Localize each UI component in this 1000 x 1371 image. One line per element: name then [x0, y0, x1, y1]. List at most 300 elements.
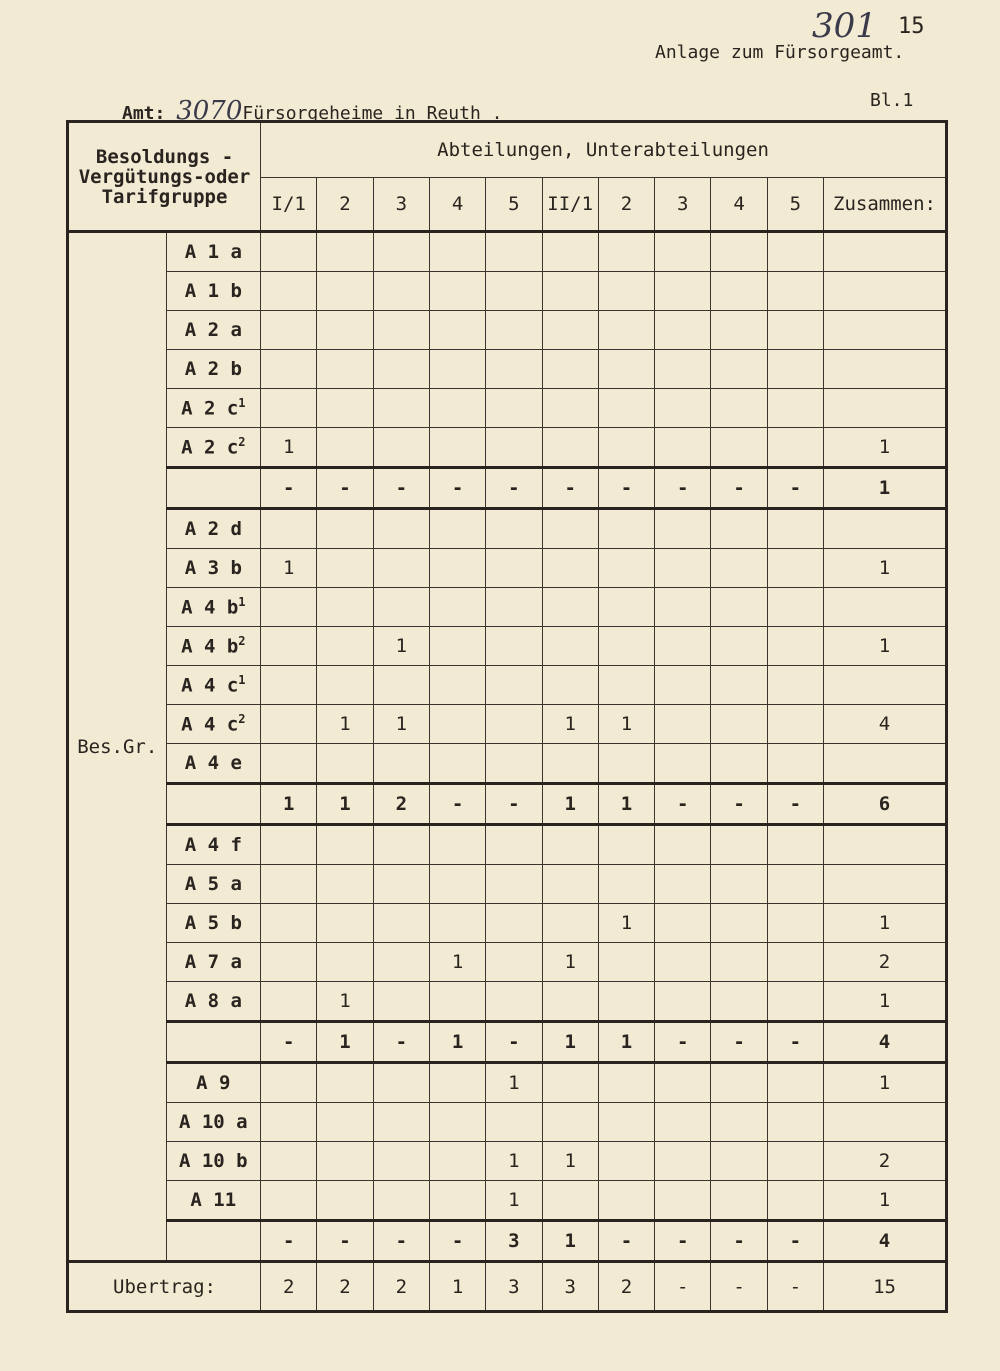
- value-cell: [486, 588, 542, 627]
- value-cell: [429, 1103, 485, 1142]
- subtotal-row: [68, 784, 947, 825]
- group-cell: [166, 549, 261, 588]
- value-cell: [542, 744, 598, 784]
- value-cell: [261, 509, 317, 549]
- value-cell: [542, 825, 598, 865]
- value-cell: [542, 350, 598, 389]
- uebertrag-cell: -: [711, 1262, 767, 1312]
- value-cell: [598, 744, 654, 784]
- value-cell: [261, 350, 317, 389]
- group-label: A 3 b: [184, 557, 242, 579]
- group-cell: [166, 509, 261, 549]
- value-cell: [429, 627, 485, 666]
- value-cell: -: [598, 1221, 654, 1262]
- value-cell: [711, 1142, 767, 1181]
- value-cell: 1: [317, 784, 373, 825]
- value-cell: 1: [317, 982, 373, 1022]
- value-cell: [486, 272, 542, 311]
- group-label: A 8 a: [184, 990, 242, 1012]
- value-cell: [486, 627, 542, 666]
- value-cell: -: [373, 1022, 429, 1063]
- amt-name: Fürsorgeheime in Reuth .: [242, 103, 503, 124]
- value-cell: [655, 744, 711, 784]
- value-cell: [711, 627, 767, 666]
- value-cell: -: [767, 468, 823, 509]
- value-cell: [317, 1142, 373, 1181]
- value-cell: 1: [261, 549, 317, 588]
- table-row: [68, 588, 947, 627]
- value-cell: [373, 943, 429, 982]
- value-cell: [542, 389, 598, 428]
- table-row: [68, 389, 947, 428]
- value-cell: -: [486, 1022, 542, 1063]
- row-total: [824, 588, 947, 627]
- value-cell: [317, 232, 373, 272]
- uebertrag-cell: 2: [317, 1262, 373, 1312]
- row-total: 4: [824, 1022, 947, 1063]
- value-cell: [261, 272, 317, 311]
- row-total: 1: [824, 904, 947, 943]
- value-cell: [711, 666, 767, 705]
- value-cell: [373, 1181, 429, 1221]
- value-cell: [373, 272, 429, 311]
- value-cell: [598, 272, 654, 311]
- group-label: A 4 c: [181, 713, 239, 736]
- value-cell: [486, 549, 542, 588]
- group-label: A 5 b: [184, 912, 242, 934]
- uebertrag-total: 15: [824, 1262, 947, 1312]
- value-cell: [655, 627, 711, 666]
- value-cell: [317, 627, 373, 666]
- value-cell: [261, 982, 317, 1022]
- value-cell: [767, 1142, 823, 1181]
- value-cell: -: [486, 468, 542, 509]
- value-cell: -: [655, 468, 711, 509]
- value-cell: [542, 272, 598, 311]
- value-cell: [542, 982, 598, 1022]
- row-total: 1: [824, 549, 947, 588]
- value-cell: -: [711, 1221, 767, 1262]
- value-cell: [261, 904, 317, 943]
- column-header-6: II/1: [542, 178, 598, 232]
- value-cell: [261, 627, 317, 666]
- value-cell: [486, 943, 542, 982]
- group-cell: [166, 784, 261, 825]
- row-total: 1: [824, 1063, 947, 1103]
- group-cell: [166, 1221, 261, 1262]
- value-cell: [261, 705, 317, 744]
- value-cell: [373, 825, 429, 865]
- value-cell: [261, 232, 317, 272]
- value-cell: 1: [542, 784, 598, 825]
- value-cell: [711, 744, 767, 784]
- value-cell: [486, 705, 542, 744]
- value-cell: [261, 744, 317, 784]
- value-cell: [655, 1181, 711, 1221]
- value-cell: [598, 549, 654, 588]
- value-cell: [655, 311, 711, 350]
- value-cell: [542, 904, 598, 943]
- value-cell: [317, 272, 373, 311]
- group-cell: [166, 982, 261, 1022]
- group-cell: [166, 311, 261, 350]
- value-cell: [542, 549, 598, 588]
- subtotal-row: [68, 1221, 947, 1262]
- row-total: [824, 389, 947, 428]
- handwritten-page-number: 301: [812, 6, 877, 46]
- column-header-4: 4: [429, 178, 485, 232]
- page-number: 15: [898, 14, 925, 39]
- column-header-7: 2: [598, 178, 654, 232]
- row-total: [824, 509, 947, 549]
- value-cell: [598, 865, 654, 904]
- value-cell: [598, 509, 654, 549]
- value-cell: [598, 825, 654, 865]
- row-total: [824, 232, 947, 272]
- corner-label: Besoldungs - Vergütungs-oder Tarifgruppe: [68, 122, 261, 232]
- value-cell: [429, 1181, 485, 1221]
- value-cell: [711, 982, 767, 1022]
- amt-label: Amt:: [122, 103, 166, 124]
- value-cell: [486, 825, 542, 865]
- row-total: [824, 865, 947, 904]
- value-cell: [655, 1103, 711, 1142]
- value-cell: [542, 232, 598, 272]
- value-cell: [767, 943, 823, 982]
- amt-number: 3070: [176, 96, 243, 126]
- value-cell: [429, 744, 485, 784]
- value-cell: [317, 1181, 373, 1221]
- group-label: A 2 d: [184, 518, 242, 540]
- value-cell: [542, 1103, 598, 1142]
- value-cell: [598, 232, 654, 272]
- row-total: [824, 311, 947, 350]
- uebertrag-cell: -: [767, 1262, 823, 1312]
- value-cell: [317, 389, 373, 428]
- value-cell: [711, 904, 767, 943]
- value-cell: [373, 1103, 429, 1142]
- table-row: [68, 272, 947, 311]
- group-label: A 2 b: [184, 358, 242, 380]
- group-label: A 7 a: [184, 951, 242, 973]
- group-label: A 2 c: [181, 436, 239, 459]
- value-cell: -: [711, 468, 767, 509]
- value-cell: [767, 1181, 823, 1221]
- row-total: 1: [824, 1181, 947, 1221]
- value-cell: -: [261, 1022, 317, 1063]
- value-cell: 1: [542, 1022, 598, 1063]
- value-cell: [767, 1103, 823, 1142]
- column-header-5: 5: [486, 178, 542, 232]
- value-cell: [373, 232, 429, 272]
- group-superscript: 2: [238, 634, 246, 649]
- table-row: [68, 904, 947, 943]
- value-cell: 1: [542, 705, 598, 744]
- value-cell: [711, 549, 767, 588]
- value-cell: [373, 904, 429, 943]
- table-row: [68, 428, 947, 468]
- value-cell: [598, 982, 654, 1022]
- value-cell: [429, 1063, 485, 1103]
- group-cell: [166, 588, 261, 627]
- group-label: A 1 a: [184, 241, 242, 263]
- value-cell: 1: [317, 705, 373, 744]
- value-cell: [429, 865, 485, 904]
- value-cell: [373, 1142, 429, 1181]
- value-cell: 3: [486, 1221, 542, 1262]
- value-cell: -: [429, 468, 485, 509]
- group-cell: [166, 627, 261, 666]
- value-cell: -: [429, 784, 485, 825]
- value-cell: [317, 744, 373, 784]
- value-cell: [767, 904, 823, 943]
- value-cell: [655, 509, 711, 549]
- value-cell: -: [711, 784, 767, 825]
- value-cell: [486, 232, 542, 272]
- value-cell: 1: [486, 1063, 542, 1103]
- group-label: A 9: [196, 1072, 231, 1094]
- value-cell: [317, 666, 373, 705]
- table-row: [68, 232, 947, 272]
- table-row: [68, 865, 947, 904]
- row-total: 1: [824, 468, 947, 509]
- value-cell: [542, 428, 598, 468]
- table-row: [68, 1181, 947, 1221]
- value-cell: -: [373, 468, 429, 509]
- table-row: [68, 943, 947, 982]
- row-total: 1: [824, 428, 947, 468]
- value-cell: -: [317, 1221, 373, 1262]
- value-cell: [317, 904, 373, 943]
- table-row: [68, 311, 947, 350]
- group-cell: [166, 389, 261, 428]
- value-cell: [486, 904, 542, 943]
- value-cell: [598, 311, 654, 350]
- value-cell: [655, 232, 711, 272]
- value-cell: [261, 666, 317, 705]
- value-cell: [486, 509, 542, 549]
- value-cell: 1: [261, 784, 317, 825]
- value-cell: [767, 350, 823, 389]
- value-cell: [373, 509, 429, 549]
- group-label: A 5 a: [184, 873, 242, 895]
- value-cell: [317, 1103, 373, 1142]
- column-header-10: 5: [767, 178, 823, 232]
- value-cell: [261, 1063, 317, 1103]
- uebertrag-row: [68, 1262, 947, 1312]
- value-cell: [261, 1103, 317, 1142]
- staff-table: [66, 120, 948, 1313]
- value-cell: [542, 509, 598, 549]
- value-cell: [711, 705, 767, 744]
- row-total: 2: [824, 1142, 947, 1181]
- value-cell: [261, 865, 317, 904]
- value-cell: [261, 389, 317, 428]
- value-cell: [711, 311, 767, 350]
- uebertrag-cell: 1: [429, 1262, 485, 1312]
- value-cell: [598, 1103, 654, 1142]
- value-cell: [655, 549, 711, 588]
- value-cell: [486, 1103, 542, 1142]
- value-cell: [486, 428, 542, 468]
- value-cell: 1: [486, 1142, 542, 1181]
- table-row: [68, 982, 947, 1022]
- value-cell: 1: [429, 943, 485, 982]
- value-cell: 1: [598, 784, 654, 825]
- group-superscript: 2: [238, 435, 246, 450]
- value-cell: [655, 825, 711, 865]
- row-total: 1: [824, 627, 947, 666]
- group-cell: [166, 825, 261, 865]
- column-header-1: I/1: [261, 178, 317, 232]
- value-cell: [767, 549, 823, 588]
- value-cell: [317, 943, 373, 982]
- value-cell: [261, 311, 317, 350]
- group-cell: [166, 428, 261, 468]
- value-cell: [429, 666, 485, 705]
- value-cell: [317, 825, 373, 865]
- value-cell: [486, 865, 542, 904]
- value-cell: [261, 943, 317, 982]
- value-cell: [655, 705, 711, 744]
- row-total: 4: [824, 705, 947, 744]
- value-cell: [542, 666, 598, 705]
- value-cell: [655, 1142, 711, 1181]
- value-cell: 1: [373, 705, 429, 744]
- value-cell: -: [655, 784, 711, 825]
- value-cell: 1: [317, 1022, 373, 1063]
- value-cell: [711, 272, 767, 311]
- value-cell: [711, 1103, 767, 1142]
- value-cell: -: [767, 1221, 823, 1262]
- row-total: [824, 272, 947, 311]
- value-cell: [655, 982, 711, 1022]
- value-cell: [429, 428, 485, 468]
- value-cell: [711, 588, 767, 627]
- group-cell: [166, 705, 261, 744]
- value-cell: [429, 350, 485, 389]
- group-cell: [166, 744, 261, 784]
- value-cell: [598, 627, 654, 666]
- value-cell: [655, 904, 711, 943]
- group-cell: [166, 666, 261, 705]
- group-label: A 2 a: [184, 319, 242, 341]
- group-header: Abteilungen, Unterabteilungen: [261, 122, 947, 178]
- value-cell: [767, 982, 823, 1022]
- value-cell: [429, 825, 485, 865]
- value-cell: 1: [598, 705, 654, 744]
- table-row: [68, 350, 947, 389]
- table-row: [68, 627, 947, 666]
- value-cell: [598, 588, 654, 627]
- value-cell: [486, 311, 542, 350]
- value-cell: [598, 1181, 654, 1221]
- group-superscript: 1: [238, 396, 246, 411]
- value-cell: [429, 549, 485, 588]
- group-cell: [166, 272, 261, 311]
- value-cell: [711, 350, 767, 389]
- value-cell: [598, 666, 654, 705]
- value-cell: [711, 428, 767, 468]
- value-cell: [598, 1063, 654, 1103]
- value-cell: [486, 350, 542, 389]
- value-cell: [373, 982, 429, 1022]
- table-row: [68, 1142, 947, 1181]
- value-cell: 2: [373, 784, 429, 825]
- group-label: A 10 a: [178, 1111, 248, 1133]
- group-superscript: 1: [238, 595, 246, 610]
- value-cell: [373, 744, 429, 784]
- group-cell: [166, 468, 261, 509]
- value-cell: [486, 982, 542, 1022]
- value-cell: [373, 588, 429, 627]
- value-cell: [317, 428, 373, 468]
- besgr-label: Bes.Gr.: [68, 232, 167, 1262]
- uebertrag-cell: -: [655, 1262, 711, 1312]
- value-cell: [711, 232, 767, 272]
- value-cell: [598, 1142, 654, 1181]
- value-cell: [655, 389, 711, 428]
- column-header-9: 4: [711, 178, 767, 232]
- anlage-title: Anlage zum Fürsorgeamt.: [655, 42, 905, 63]
- table-row: [68, 744, 947, 784]
- value-cell: [655, 865, 711, 904]
- value-cell: [767, 509, 823, 549]
- table-row: [68, 825, 947, 865]
- value-cell: -: [598, 468, 654, 509]
- value-cell: [767, 428, 823, 468]
- uebertrag-cell: 3: [542, 1262, 598, 1312]
- group-label: A 4 b: [181, 596, 239, 619]
- value-cell: 1: [261, 428, 317, 468]
- value-cell: [598, 389, 654, 428]
- value-cell: [655, 588, 711, 627]
- value-cell: 1: [598, 904, 654, 943]
- value-cell: [711, 825, 767, 865]
- value-cell: [373, 666, 429, 705]
- value-cell: [767, 744, 823, 784]
- group-label: A 4 f: [184, 834, 242, 856]
- value-cell: 1: [373, 627, 429, 666]
- group-cell: [166, 232, 261, 272]
- value-cell: [429, 588, 485, 627]
- value-cell: [373, 389, 429, 428]
- value-cell: [767, 666, 823, 705]
- value-cell: [261, 588, 317, 627]
- uebertrag-cell: 2: [373, 1262, 429, 1312]
- value-cell: [598, 428, 654, 468]
- value-cell: [767, 588, 823, 627]
- value-cell: [317, 588, 373, 627]
- value-cell: [373, 311, 429, 350]
- value-cell: [542, 311, 598, 350]
- value-cell: [542, 1063, 598, 1103]
- value-cell: [317, 865, 373, 904]
- value-cell: [373, 350, 429, 389]
- value-cell: -: [655, 1022, 711, 1063]
- group-label: A 2 c: [181, 397, 239, 420]
- row-total: [824, 825, 947, 865]
- value-cell: [542, 627, 598, 666]
- value-cell: [429, 232, 485, 272]
- value-cell: [767, 627, 823, 666]
- value-cell: [711, 1181, 767, 1221]
- group-cell: [166, 904, 261, 943]
- group-cell: [166, 1063, 261, 1103]
- subtotal-row: [68, 468, 947, 509]
- value-cell: [767, 825, 823, 865]
- value-cell: [711, 865, 767, 904]
